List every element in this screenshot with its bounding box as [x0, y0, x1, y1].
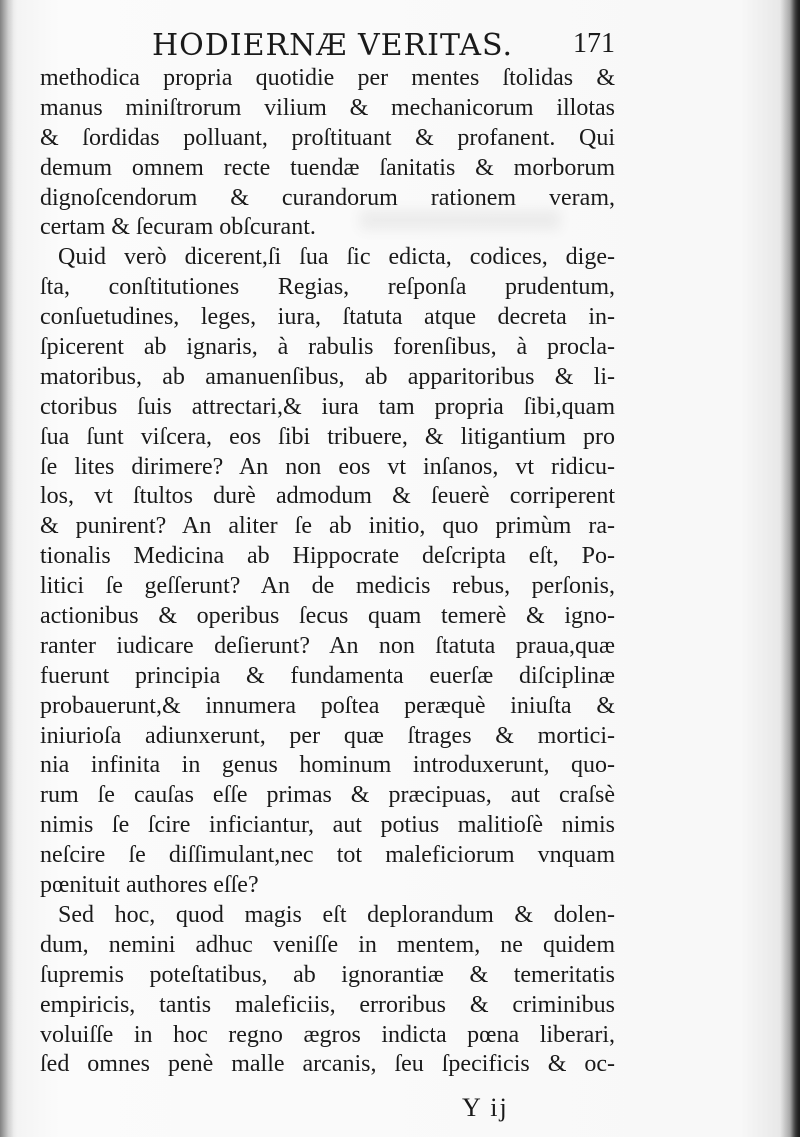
text-line: ſua ſunt viſcera, eos ſibi tribuere, & litigantium pro	[40, 423, 615, 450]
text-line: matoribus, ab amanuenſibus, ab apparitoribus & li-	[40, 363, 615, 390]
text-line: los, vt ſtultos durè admodum & ſeuerè corriperent	[40, 483, 615, 510]
text-line: actionibus & operibus ſecus quam temerè & igno-	[40, 603, 615, 630]
text-line: ſpicerent ab ignaris, à rabulis forenſibus, à procla-	[40, 334, 615, 361]
text-line: tionalis Medicina ab Hippocrate deſcripta eſt, Po-	[40, 543, 615, 570]
text-line: iniurioſa adiunxerunt, per quæ ſtrages & mortici-	[40, 722, 615, 749]
text-line: nia infinita in genus hominum introduxerunt, quo-	[40, 752, 615, 779]
text-line: fuerunt principia & fundamenta euerſæ diſciplinæ	[40, 662, 615, 689]
text-line: litici ſe geſſerunt? An de medicis rebus, perſonis,	[40, 573, 615, 600]
text-line: dignoſcendorum & curandorum rationem veram,	[40, 184, 615, 211]
text-line: methodica propria quotidie per mentes ſtolidas &	[40, 65, 615, 91]
text-line: dum, nemini adhuc veniſſe in mentem, ne quidem	[40, 931, 615, 958]
signature-mark: Y ij	[462, 1093, 509, 1122]
text-line: voluiſſe in hoc regno ægros indicta pœna liberari,	[40, 1021, 615, 1048]
text-line: ſed omnes penè malle arcanis, ſeu ſpecificis & oc-	[40, 1051, 615, 1078]
text-line: Sed hoc, quod magis eſt deplorandum & dolen-	[58, 901, 615, 928]
text-line: empiricis, tantis maleficiis, erroribus & criminibus	[40, 991, 615, 1018]
text-line: conſuetudines, leges, iura, ſtatuta atque decreta in-	[40, 304, 615, 331]
text-line: certam & ſecuram obſcurant.	[40, 214, 316, 241]
text-line: ſta, conſtitutiones Regias, reſponſa prudentum,	[40, 274, 615, 301]
text-line: & ſordidas polluant, proſtituant & profanent. Qui	[40, 124, 615, 151]
text-line: nimis ſe ſcire inficiantur, aut potius malitioſè nimis	[40, 812, 615, 839]
gutter-shadow	[0, 0, 14, 1137]
page-number: 171	[573, 28, 615, 59]
text-line: & punirent? An aliter ſe ab initio, quo primùm ra-	[40, 513, 615, 540]
text-line: ranter iudicare deſierunt? An non ſtatuta praua,quæ	[40, 632, 615, 659]
text-line: rum ſe cauſas eſſe primas & præcipuas, aut craſsè	[40, 782, 615, 809]
text-line: demum omnem recte tuendæ ſanitatis & morborum	[40, 154, 615, 181]
running-title: HODIERNÆ VERITAS.	[152, 28, 514, 63]
text-line: ſe lites dirimere? An non eos vt inſanos, vt ridicu-	[40, 453, 615, 480]
text-line: neſcire ſe diſſimulant,nec tot maleficiorum vnquam	[40, 842, 615, 869]
text-line: Quid verò dicerent,ſi ſua ſic edicta, codices, dige-	[58, 244, 615, 271]
text-line: ctoribus ſuis attrectari,& iura tam propria ſibi,quam	[40, 393, 615, 420]
body-text	[40, 64, 615, 1080]
text-line: manus miniſtrorum vilium & mechanicorum illotas	[40, 94, 615, 121]
text-line: pœnituit authores eſſe?	[40, 872, 259, 899]
text-line: ſupremis poteſtatibus, ab ignorantiæ & temeritatis	[40, 961, 615, 988]
page-edge-shadow	[790, 0, 800, 1137]
text-line: probauerunt,& innumera poſtea peræquè iniuſta &	[40, 692, 615, 719]
page-header	[40, 20, 615, 66]
